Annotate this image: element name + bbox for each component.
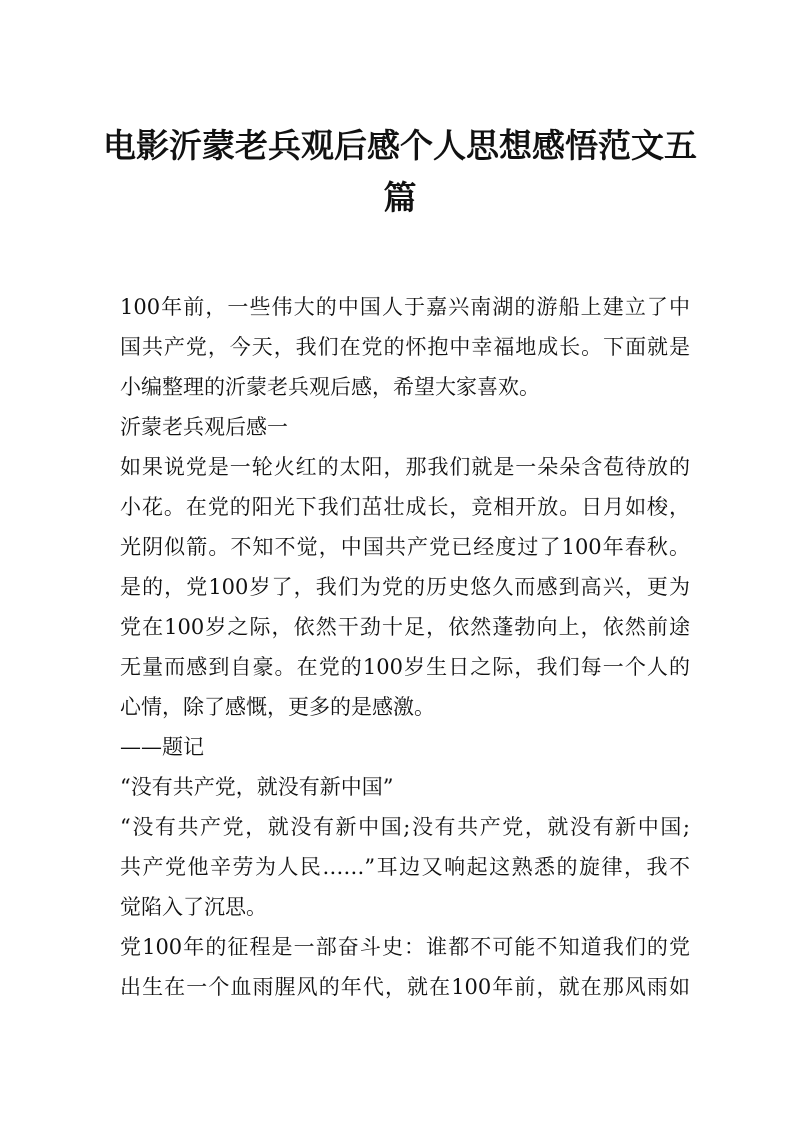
paragraph-line: 党100年的征程是一部奋斗史：谁都不可能不知道我们的党 (120, 935, 690, 959)
document-body (120, 287, 690, 1007)
paragraph-line: 小花。在党的阳光下我们茁壮成长，竞相开放。日月如梭， (120, 495, 690, 519)
document-title: 电影沂蒙老兵观后感个人思想感悟范文五篇 (103, 126, 697, 217)
paragraph-line: “没有共产党，就没有新中国;没有共产党，就没有新中国; (120, 815, 690, 839)
paragraph-line: ——题记 (120, 735, 204, 759)
paragraph-line: 出生在一个血雨腥风的年代，就在100年前，就在那风雨如 (120, 975, 690, 999)
paragraph-line: 无量而感到自豪。在党的100岁生日之际，我们每一个人的 (120, 655, 690, 679)
paragraph-line: “没有共产党，就没有新中国” (120, 775, 394, 799)
paragraph-line: 沂蒙老兵观后感一 (120, 415, 288, 439)
paragraph-line: 觉陷入了沉思。 (120, 895, 267, 919)
paragraph-line: 共产党他辛劳为人民……”耳边又响起这熟悉的旋律，我不 (120, 855, 690, 879)
paragraph-line: 党在100岁之际，依然干劲十足，依然蓬勃向上，依然前途 (120, 615, 690, 639)
paragraph-line: 如果说党是一轮火红的太阳，那我们就是一朵朵含苞待放的 (120, 455, 690, 479)
paragraph-line: 心情，除了感慨，更多的是感激。 (120, 695, 435, 719)
paragraph-line: 光阴似箭。不知不觉，中国共产党已经度过了100年春秋。 (120, 535, 690, 559)
paragraph-line: 是的，党100岁了，我们为党的历史悠久而感到高兴，更为 (120, 575, 690, 599)
paragraph-line: 100年前，一些伟大的中国人于嘉兴南湖的游船上建立了中 (120, 295, 690, 319)
paragraph-line: 小编整理的沂蒙老兵观后感，希望大家喜欢。 (120, 375, 540, 399)
paragraph-line: 国共产党，今天，我们在党的怀抱中幸福地成长。下面就是 (120, 335, 690, 359)
